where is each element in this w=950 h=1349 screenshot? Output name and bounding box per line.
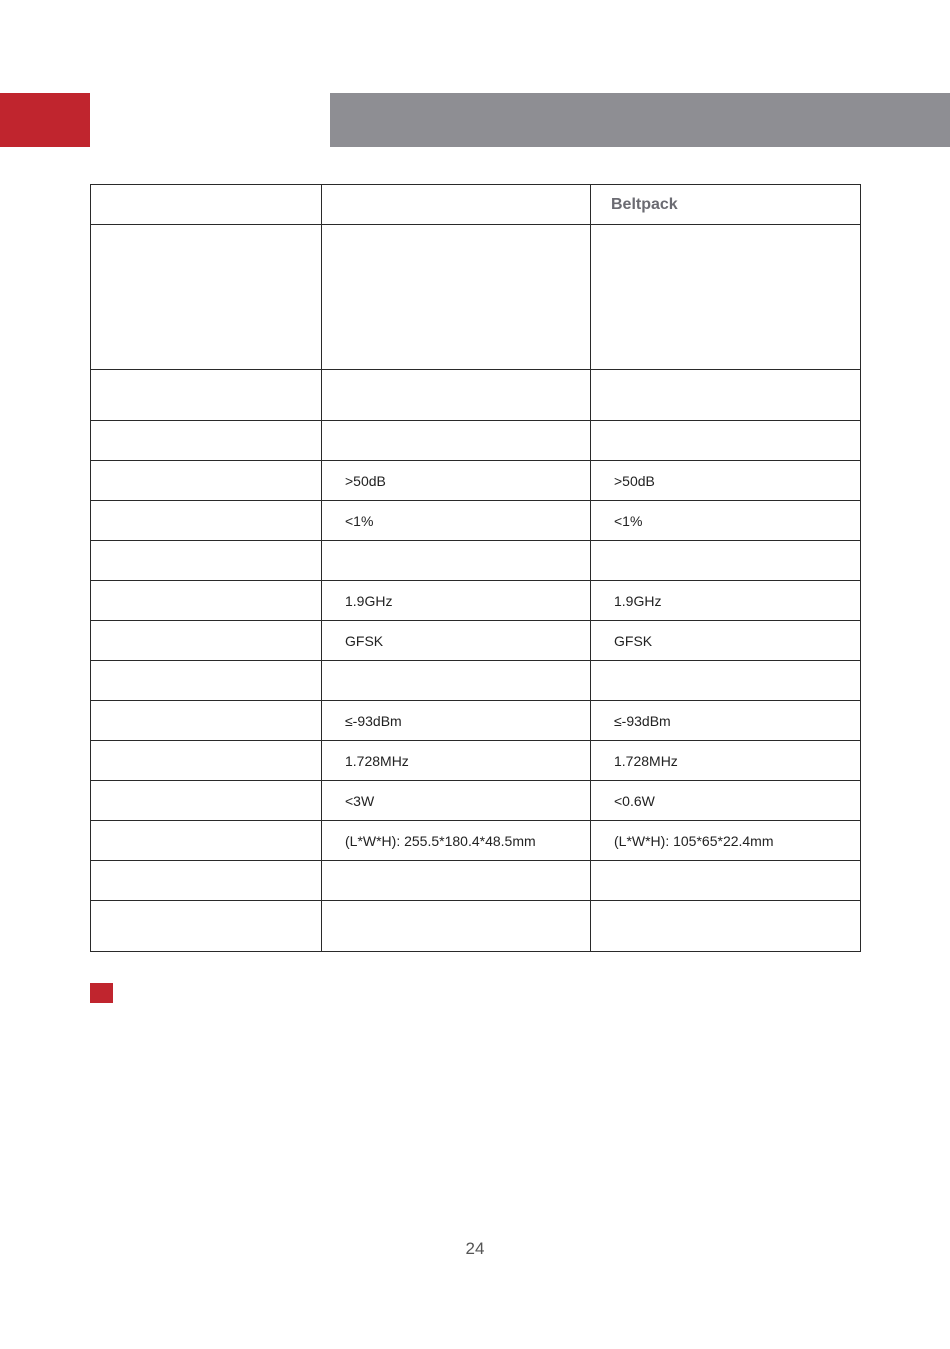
table-cell: <1% [591,501,861,541]
table-cell [322,541,591,581]
table-row [91,901,861,952]
table-cell [91,461,322,501]
table-header-cell [91,185,322,225]
table-cell: ≤-93dBm [322,701,591,741]
table-cell [591,421,861,461]
section-marker [90,983,113,1003]
table-cell: 1.9GHz [322,581,591,621]
table-header-row [91,185,861,225]
table-header-cell: Beltpack [591,185,861,225]
table-cell [91,701,322,741]
table-cell: (L*W*H): 105*65*22.4mm [591,821,861,861]
table-cell [91,225,322,370]
table-row [91,701,861,741]
table-row [91,501,861,541]
table-row [91,781,861,821]
table-cell [322,861,591,901]
table-cell [591,225,861,370]
table-cell [91,621,322,661]
table-cell: >50dB [322,461,591,501]
table-cell: <0.6W [591,781,861,821]
table-cell: 1.9GHz [591,581,861,621]
table-cell [91,501,322,541]
table-cell [591,861,861,901]
table-header-cell [322,185,591,225]
table-cell [91,421,322,461]
table-cell [322,370,591,421]
table-cell [91,661,322,701]
section-title-bar [330,93,950,147]
table-cell [591,901,861,952]
table-row [91,370,861,421]
table-row [91,661,861,701]
table-row [91,581,861,621]
table-row [91,741,861,781]
page-number: 24 [465,1239,485,1258]
table-row [91,821,861,861]
table-cell [91,541,322,581]
table-cell [322,225,591,370]
table-cell: >50dB [591,461,861,501]
table-cell [91,581,322,621]
table-cell [91,861,322,901]
table-cell: GFSK [322,621,591,661]
spec-table [90,184,861,952]
table-cell [91,821,322,861]
table-cell [322,421,591,461]
table-cell [91,741,322,781]
table-cell [322,661,591,701]
table-cell: <1% [322,501,591,541]
table-cell: GFSK [591,621,861,661]
table-cell [91,781,322,821]
table-cell [591,541,861,581]
table-cell: 1.728MHz [591,741,861,781]
table-row [91,541,861,581]
section-accent-bar [0,93,90,147]
table-row [91,621,861,661]
table-cell [91,901,322,952]
table-cell: ≤-93dBm [591,701,861,741]
table-cell: (L*W*H): 255.5*180.4*48.5mm [322,821,591,861]
table-cell [322,901,591,952]
table-cell [591,661,861,701]
table-row [91,461,861,501]
table-row [91,861,861,901]
table-cell: <3W [322,781,591,821]
table-cell [91,370,322,421]
table-row [91,225,861,370]
table-cell [591,370,861,421]
table-cell: 1.728MHz [322,741,591,781]
table-row [91,421,861,461]
